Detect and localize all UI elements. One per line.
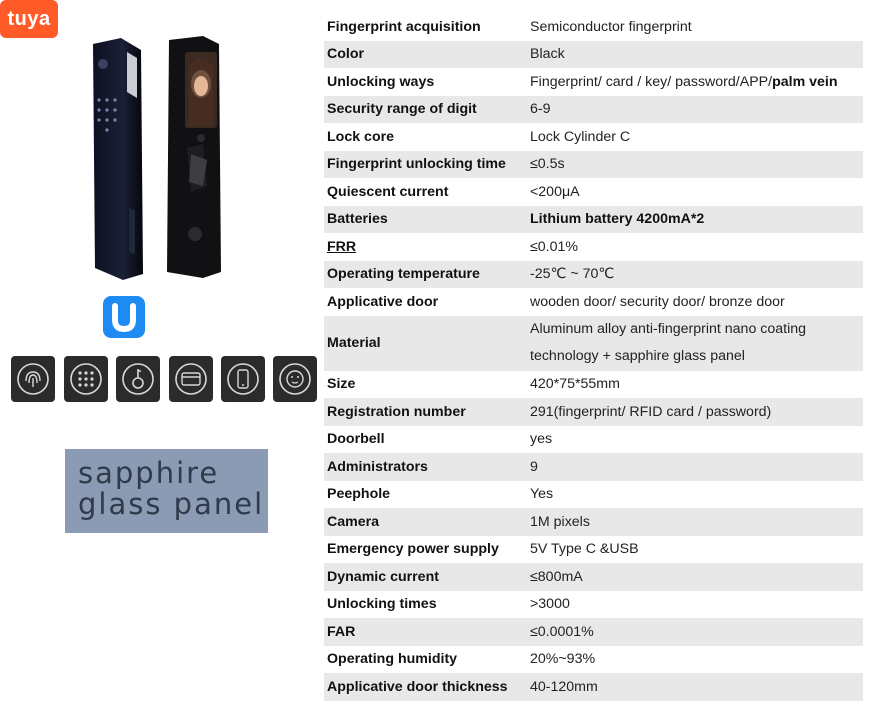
spec-value xyxy=(530,211,863,227)
spec-value-line-1: Aluminum alloy anti-fingerprint nano coating xyxy=(530,320,807,337)
spec-row xyxy=(324,261,863,289)
card-icon xyxy=(169,356,213,402)
spec-value: Semiconductor fingerprint xyxy=(530,18,692,35)
spec-value: 5V Type C &USB xyxy=(530,541,639,558)
spec-row xyxy=(324,481,863,509)
face-recognition-icon xyxy=(273,356,317,402)
spec-label: Size xyxy=(327,376,356,393)
spec-label: Batteries xyxy=(327,211,388,228)
fingerprint-icon xyxy=(11,356,55,402)
feature-icon-row xyxy=(11,356,327,404)
spec-row xyxy=(324,41,863,69)
spec-label: FAR xyxy=(327,623,356,640)
spec-label: Unlocking times xyxy=(327,596,437,613)
spec-row xyxy=(324,96,863,124)
spec-value xyxy=(530,74,863,90)
spec-label: FRR xyxy=(327,238,357,255)
spec-value: yes xyxy=(530,431,553,448)
spec-label: Administrators xyxy=(327,458,428,475)
spec-row xyxy=(324,288,863,316)
spec-row xyxy=(324,123,863,151)
spec-value-bold: Lithium battery 4200mA*2 xyxy=(530,211,705,228)
spec-value: 291(fingerprint/ RFID card / password) xyxy=(530,403,772,420)
spec-value: ≤0.0001% xyxy=(530,623,594,640)
sapphire-glass-banner xyxy=(65,449,268,533)
spec-value: Lock Cylinder C xyxy=(530,128,631,145)
spec-value: 9 xyxy=(530,458,538,475)
lock-front-image xyxy=(89,38,145,280)
spec-value: 20%~93% xyxy=(530,651,596,668)
spec-table xyxy=(324,13,863,701)
spec-value: -25℃ ~ 70℃ xyxy=(530,266,615,283)
spec-row xyxy=(324,371,863,399)
spec-row xyxy=(324,426,863,454)
spec-value: 40-120mm xyxy=(530,678,598,695)
spec-value: Yes xyxy=(530,486,554,503)
spec-label: Emergency power supply xyxy=(327,541,499,558)
spec-value: ≤0.5s xyxy=(530,156,565,173)
spec-value-line-2: technology + sapphire glass panel xyxy=(530,348,745,364)
spec-label: Security range of digit xyxy=(327,101,477,118)
spec-row xyxy=(324,68,863,96)
spec-row xyxy=(324,13,863,41)
spec-value xyxy=(530,316,863,371)
spec-value: ≤0.01% xyxy=(530,238,579,255)
spec-label: Unlocking ways xyxy=(327,73,435,90)
spec-label: Material xyxy=(327,335,381,351)
spec-label: Peephole xyxy=(327,486,391,503)
spec-row xyxy=(324,673,863,701)
spec-value: 1M pixels xyxy=(530,513,590,530)
spec-row xyxy=(324,618,863,646)
spec-row xyxy=(324,233,863,261)
spec-row xyxy=(324,453,863,481)
lock-back-image xyxy=(163,36,223,278)
spec-value-bold: palm vein xyxy=(772,73,838,90)
spec-label: Fingerprint acquisition xyxy=(327,18,481,35)
spec-label: Camera xyxy=(327,513,380,530)
spec-row xyxy=(324,151,863,179)
spec-label: Operating temperature xyxy=(327,266,480,283)
spec-label: Quiescent current xyxy=(327,183,449,200)
banner-line-1: sapphire xyxy=(78,456,220,490)
spec-value: Black xyxy=(530,46,565,63)
spec-value: >3000 xyxy=(530,596,570,613)
spec-label: Color xyxy=(327,46,365,63)
spec-row xyxy=(324,398,863,426)
spec-label: Doorbell xyxy=(327,431,385,448)
product-visuals xyxy=(0,0,320,724)
spec-label: Dynamic current xyxy=(327,568,439,585)
spec-label: Operating humidity xyxy=(327,651,458,668)
phone-app-icon xyxy=(221,356,265,402)
banner-line-2: glass panel xyxy=(78,487,265,521)
spec-row xyxy=(324,316,863,371)
spec-value: 420*75*55mm xyxy=(530,376,620,393)
spec-label: Lock core xyxy=(327,128,395,145)
u-logo-icon xyxy=(103,296,145,338)
spec-row xyxy=(324,206,863,234)
spec-row xyxy=(324,591,863,619)
spec-label: Applicative door xyxy=(327,293,439,310)
spec-row xyxy=(324,563,863,591)
spec-row xyxy=(324,646,863,674)
app-u-badge xyxy=(103,296,145,338)
spec-value-text: Fingerprint/ card / key/ password/APP/ xyxy=(530,73,773,90)
tuya-badge: tuya xyxy=(0,0,58,38)
spec-label: Fingerprint unlocking time xyxy=(327,156,506,173)
key-icon xyxy=(116,356,160,402)
spec-row xyxy=(324,508,863,536)
spec-value: wooden door/ security door/ bronze door xyxy=(530,293,785,310)
spec-row xyxy=(324,178,863,206)
spec-label: Applicative door thickness xyxy=(327,678,508,695)
spec-value: <200μA xyxy=(530,183,580,200)
keypad-icon xyxy=(64,356,108,402)
spec-value: 6-9 xyxy=(530,101,551,118)
spec-value: ≤800mA xyxy=(530,568,583,585)
spec-label: Registration number xyxy=(327,403,466,420)
spec-row xyxy=(324,536,863,564)
